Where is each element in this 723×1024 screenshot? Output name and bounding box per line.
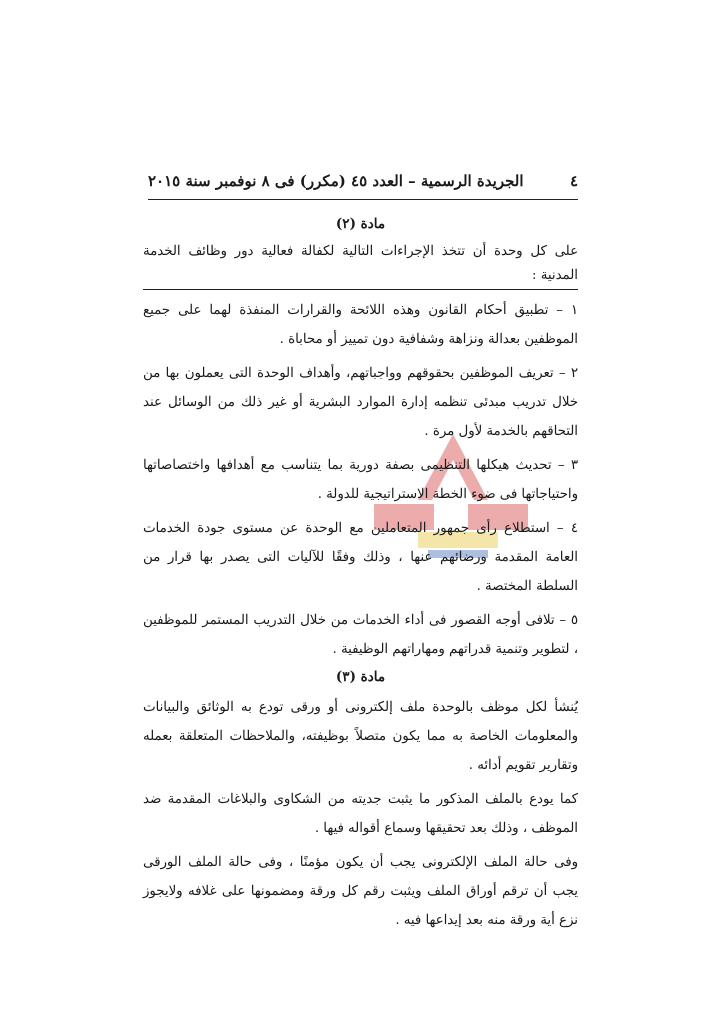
article-3-paragraph-3: وفى حالة الملف الإلكترونى يجب أن يكون مؤمنًا ، وفى حالة الملف الورقى يجب أن ترقم أوراق الملف ويثبت رقم كل ورقة ومضمونها على غلافه ولايجوز نزع أية ورقة منه بعد إيداعها فيه . <box>143 855 578 928</box>
article-2-item-2: ٢ – تعريف الموظفين بحقوقهم وواجباتهم، وأهداف الوحدة التى يعملون بها من خلال تدريب مبدئى تنظمه إدارة الموارد البشرية أو غير ذلك من الوسائل عند التحاقهم بالخدمة لأول مرة . <box>143 366 578 439</box>
article-2-item-4: ٤ – استطلاع رأى جمهور المتعاملين مع الوحدة عن مستوى جودة الخدمات العامة المقدمة ورضائهم عنها ، وذلك وفقًا للآليات التى يصدر بها قرار من السلطة المختصة . <box>143 521 578 594</box>
article-2-item-5: ٥ – تلافى أوجه القصور فى أداء الخدمات من خلال التدريب المستمر للموظفين ، لتطوير وتنمية قدراتهم ومهاراتهم الوظيفية . <box>143 613 578 657</box>
gazette-title: الجريدة الرسمية – العدد ٤٥ (مكرر) فى ٨ نوفمبر سنة ٢٠١٥ <box>148 172 524 190</box>
article-3-paragraph-1: يُنشأ لكل موظف بالوحدة ملف إلكترونى أو ورقى تودع به الوثائق والبيانات والمعلومات الخاصة به مما يكون متصلاً بوظيفته، والملاحظات المتعلقة بعمله وتقارير تقويم أدائه . <box>143 700 578 773</box>
article-2-intro: على كل وحدة أن تتخذ الإجراءات التالية لكفالة فعالية دور وظائف الخدمة المدنية : <box>143 240 578 290</box>
article-2-item-1: ١ – تطبيق أحكام القانون وهذه اللائحة والقرارات المنفذة لهما على جميع الموظفين بعدالة ونزاهة وشفافية دون تمييز أو محاباة . <box>143 303 578 347</box>
article-2-item-3: ٣ – تحديث هيكلها التنظيمى بصفة دورية بما يتناسب مع أهدافها واختصاصاتها واحتياجاتها فى ضوء الخطة الاستراتيجية للدولة . <box>143 458 578 502</box>
article-2-title: مادة (٢) <box>335 216 386 232</box>
page-header <box>148 172 578 190</box>
article-3-paragraph-2: كما يودع بالملف المذكور ما يثبت جديته من الشكاوى والبلاغات المقدمة ضد الموظف ، وذلك بعد تحقيقها وسماع أقواله فيها . <box>143 792 578 836</box>
header-rule <box>148 199 578 200</box>
article-3-title: مادة (٣) <box>335 669 386 685</box>
document-body <box>143 212 578 940</box>
page-number: ٤ <box>569 172 578 190</box>
